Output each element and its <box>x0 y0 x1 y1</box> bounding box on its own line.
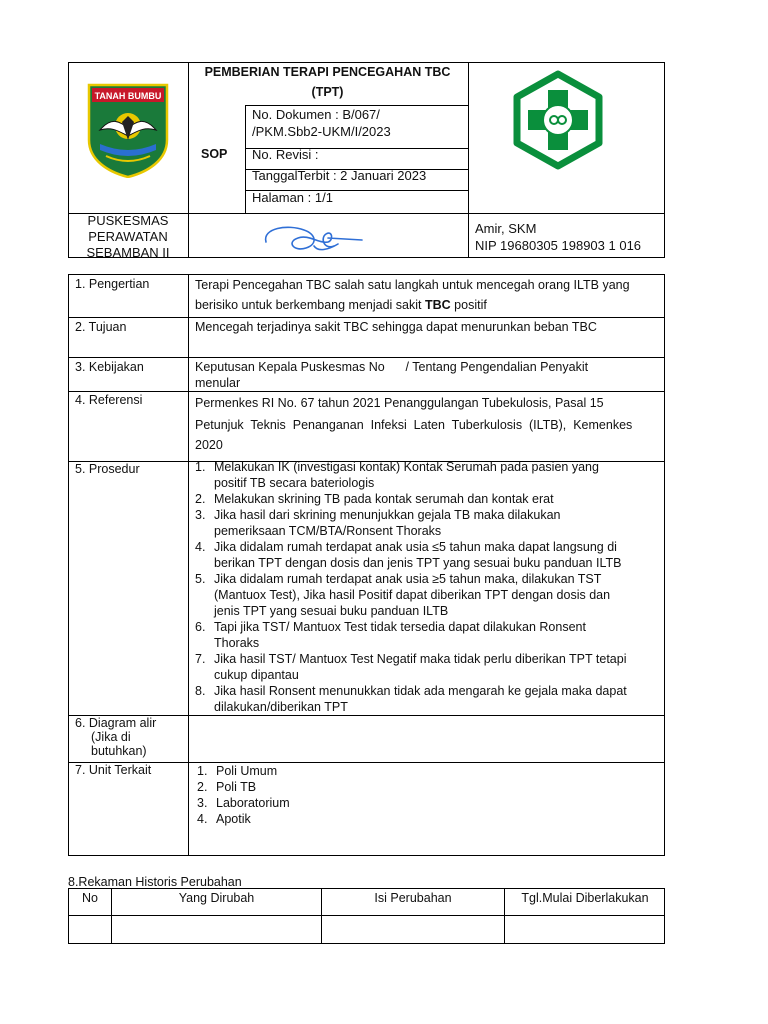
doc-number-line-1: No. Dokumen : B/067/ <box>252 107 380 122</box>
prosedur-item-line: Jika hasil TST/ Mantuox Test Negatif maka tidak perlu diberikan TPT tetapi <box>214 652 627 666</box>
unit-item-label: Poli Umum <box>216 764 278 778</box>
prosedur-item <box>189 571 658 619</box>
prosedur-item-line: positif TB secara bateriologis <box>214 476 375 490</box>
org-line-1: PUSKESMAS <box>87 213 169 228</box>
prosedur-item-number: 2. <box>195 492 206 506</box>
prosedur-item <box>189 491 658 507</box>
org-line-2: PERAWATAN <box>88 229 168 244</box>
unit-item-number: 4. <box>197 812 208 826</box>
pengertian-line-2 <box>195 295 656 315</box>
prosedur-item-line: Jika hasil Ronsent menunukkan tidak ada mengarah ke gejala maka dapat <box>214 684 627 698</box>
revision-number: No. Revisi : <box>252 147 319 162</box>
pengertian-tbc-bold: TBC <box>424 298 451 312</box>
diagram-label-line-1: 6. Diagram alir <box>75 716 157 730</box>
prosedur-item-number: 4. <box>195 540 206 554</box>
prosedur-item-line: Jika didalam rumah terdapat anak usia ≥5 tahun maka, dilakukan TST <box>214 572 602 586</box>
diagram-label-line-2: (Jika di <box>91 730 131 744</box>
kebijakan-line-1: Keputusan Kepala Puskesmas No / Tentang Pengendalian Penyakit <box>195 360 589 374</box>
prosedur-item-line: Jika didalam rumah terdapat anak usia ≤5 tahun maka dapat langsung di <box>214 540 617 554</box>
prosedur-list <box>189 459 658 715</box>
prosedur-item-number: 7. <box>195 652 206 666</box>
pengertian-text <box>195 275 656 315</box>
referensi-label: 4. Referensi <box>75 393 143 407</box>
unit-item <box>191 795 658 811</box>
pengertian-label: 1. Pengertian <box>75 277 150 291</box>
prosedur-item <box>189 683 658 715</box>
prosedur-item-number: 1. <box>195 460 206 474</box>
prosedur-item-number: 3. <box>195 508 206 522</box>
revision-history-table <box>68 888 665 944</box>
logo-text: TANAH BUMBU <box>94 91 162 101</box>
prosedur-item <box>189 539 658 571</box>
unit-list <box>191 763 658 827</box>
unit-item-label: Laboratorium <box>216 796 290 810</box>
prosedur-item <box>189 507 658 539</box>
prosedur-item <box>189 459 658 491</box>
organization-name <box>68 213 188 261</box>
rev-header-changed: Yang Dirubah <box>178 891 255 905</box>
prosedur-item-line: berikan TPT dengan dosis dan jenis TPT yang sesuai buku panduan ILTB <box>214 556 622 570</box>
rev-header-content: Isi Perubahan <box>374 891 452 905</box>
kebijakan-text <box>195 359 656 391</box>
puskesmas-emblem <box>511 70 605 170</box>
handwritten-signature <box>258 220 368 256</box>
title-line-1: PEMBERIAN TERAPI PENCEGAHAN TBC <box>204 65 451 79</box>
prosedur-item <box>189 651 658 683</box>
unit-item <box>191 811 658 827</box>
document-title <box>188 62 467 102</box>
prosedur-label: 5. Prosedur <box>75 462 140 476</box>
referensi-line-2: Petunjuk Teknis Penanganan Infeksi Laten Tuberkulosis (ILTB), Kemenkes <box>195 418 633 432</box>
unit-item-number: 2. <box>197 780 208 794</box>
title-line-2: (TPT) <box>311 85 344 99</box>
prosedur-item-line: pemeriksaan TCM/BTA/Ronsent Thoraks <box>214 524 442 538</box>
referensi-line-1: Permenkes RI No. 67 tahun 2021 Penanggulangan Tubekulosis, Pasal 15 <box>195 396 604 410</box>
unit-item-label: Poli TB <box>216 780 257 794</box>
prosedur-item-line: Melakukan skrining TB pada kontak serumah dan kontak erat <box>214 492 554 506</box>
prosedur-item-line: Tapi jika TST/ Mantuox Test tidak tersedia dapat dilakukan Ronsent <box>214 620 586 634</box>
tujuan-label: 2. Tujuan <box>75 320 127 334</box>
referensi-text <box>195 392 656 456</box>
kebijakan-label: 3. Kebijakan <box>75 360 144 374</box>
page-number: Halaman : 1/1 <box>252 190 333 205</box>
signer-name: Amir, SKM <box>475 221 537 236</box>
kebijakan-line-2: menular <box>195 376 241 390</box>
signer-nip: NIP 19680305 198903 1 016 <box>475 238 642 253</box>
sop-content-table <box>68 274 665 856</box>
pengertian-line-2a: berisiko untuk berkembang menjadi sakit <box>195 298 425 312</box>
tujuan-text: Mencegah terjadinya sakit TBC sehingga dapat menurunkan beban TBC <box>195 320 597 334</box>
signer-block <box>475 220 641 254</box>
prosedur-item-number: 8. <box>195 684 206 698</box>
prosedur-item-line: Jika hasil dari skrining menunjukkan gejala TB maka dilakukan <box>214 508 561 522</box>
sop-label: SOP <box>201 147 228 161</box>
prosedur-item-line: jenis TPT yang sesuai buku panduan ILTB <box>214 604 449 618</box>
unit-item-number: 1. <box>197 764 208 778</box>
unit-item <box>191 779 658 795</box>
prosedur-item-number: 5. <box>195 572 206 586</box>
rev-header-no: No <box>82 891 98 905</box>
unit-item-label: Apotik <box>216 812 251 826</box>
rev-header-date: Tgl.Mulai Diberlakukan <box>521 891 649 905</box>
issue-date: TanggalTerbit : 2 Januari 2023 <box>252 168 427 183</box>
diagram-label-line-3: butuhkan) <box>91 744 147 758</box>
document-number <box>252 106 391 140</box>
revision-history-title: 8.Rekaman Historis Perubahan <box>68 875 242 889</box>
prosedur-item-line: Melakukan IK (investigasi kontak) Kontak Serumah pada pasien yang <box>214 460 599 474</box>
diagram-label <box>75 716 156 758</box>
prosedur-item <box>189 619 658 651</box>
pengertian-line-1: Terapi Pencegahan TBC salah satu langkah untuk mencegah orang ILTB yang <box>195 278 630 292</box>
prosedur-item-line: Thoraks <box>214 636 260 650</box>
prosedur-item-line: dilakukan/diberikan TPT <box>214 700 348 714</box>
prosedur-item-number: 6. <box>195 620 206 634</box>
doc-number-line-2: /PKM.Sbb2-UKM/I/2023 <box>252 124 391 139</box>
pengertian-line-2c: positif <box>450 298 487 312</box>
org-line-3: SEBAMBAN II <box>86 245 170 260</box>
tanah-bumbu-logo <box>86 82 170 178</box>
referensi-line-3: 2020 <box>195 438 223 452</box>
unit-item-number: 3. <box>197 796 208 810</box>
prosedur-item-line: (Mantuox Test), Jika hasil Positif dapat diberikan TPT dengan dosis dan <box>214 588 611 602</box>
unit-label: 7. Unit Terkait <box>75 763 152 777</box>
prosedur-item-line: cukup dipantau <box>214 668 299 682</box>
unit-item <box>191 763 658 779</box>
